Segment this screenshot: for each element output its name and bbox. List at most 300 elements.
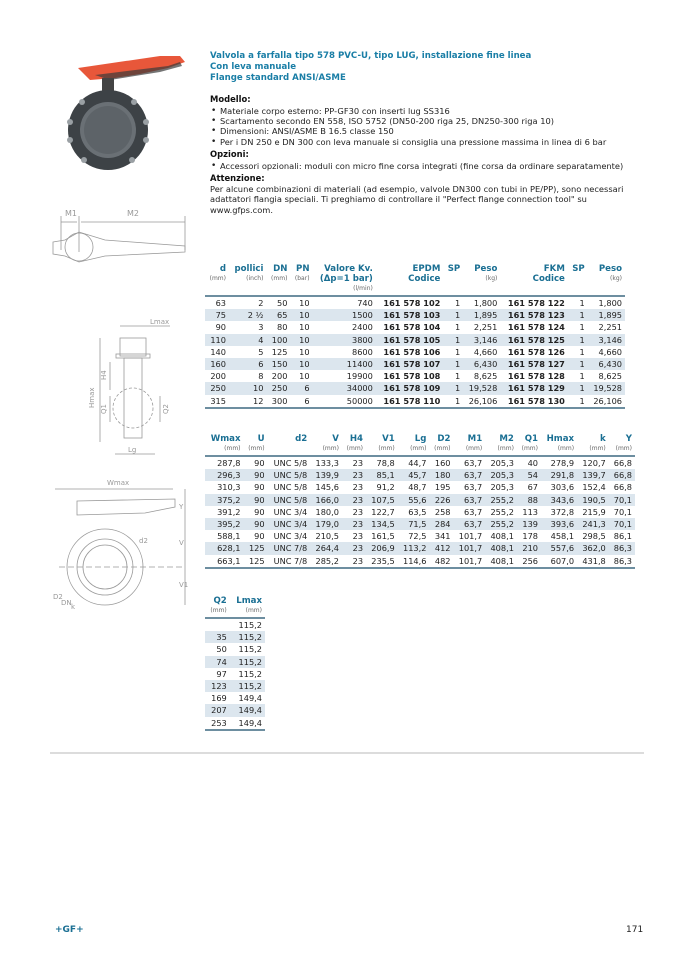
table-cell: 1,895 <box>463 309 500 321</box>
table-cell: 63,7 <box>463 458 483 468</box>
side-view-drawing <box>60 318 185 463</box>
table-cell: 133,3 <box>315 458 339 468</box>
table-cell: 114,6 <box>398 555 430 568</box>
table-cell: 1500 <box>313 309 376 321</box>
table-cell: 3800 <box>313 334 376 346</box>
table-row <box>205 395 625 408</box>
table-cell: 395,2 <box>205 518 244 530</box>
table-cell: 408,1 <box>485 542 517 554</box>
table-cell: 2 <box>258 298 264 308</box>
table-cell: 123 <box>205 680 230 692</box>
table-cell: 48,7 <box>408 482 427 493</box>
table-cell: 588,1 <box>217 531 241 542</box>
table-cell: 372,8 <box>550 506 575 517</box>
table-cell: 291,8 <box>541 469 577 481</box>
table-cell: 26,106 <box>588 395 625 408</box>
table-cell: 10 <box>229 382 266 394</box>
table-cell: 408,1 <box>485 555 517 568</box>
col-d: d (mm) <box>205 264 229 296</box>
table-cell: 1 <box>568 309 588 321</box>
table-cell: 78,8 <box>376 458 395 468</box>
table-cell: 152,4 <box>582 482 606 493</box>
modello-item: • Scartamento secondo EN 558, ISO 5752 (DN50-200 riga 25, DN250-300 riga 10) <box>210 116 650 126</box>
table-cell: 3,146 <box>588 334 625 346</box>
svg-text:Wmax: Wmax <box>107 479 130 487</box>
table-cell: 10 <box>290 309 312 321</box>
table-cell: 278,9 <box>550 458 575 468</box>
table-cell: 23 <box>352 531 364 542</box>
table-cell: 113 <box>522 506 538 517</box>
table-cell: 482 <box>429 555 453 568</box>
table-cell: 178 <box>522 531 538 542</box>
table-cell: 169 <box>211 693 227 704</box>
table-cell: 6,430 <box>463 358 500 370</box>
table-row <box>205 358 625 370</box>
table-cell: 88 <box>517 494 541 506</box>
table-cell: 8,625 <box>598 371 622 382</box>
table-cell: 71,5 <box>398 518 430 530</box>
table-cell: 431,8 <box>577 555 609 568</box>
table-cell: 74 <box>205 656 230 668</box>
table-cell: 250 <box>205 382 229 394</box>
table-cell: 149,4 <box>230 704 265 716</box>
col-dn: DN (mm) <box>266 264 290 296</box>
col-kv: Valore Kv. (Δp=1 bar) (l/min) <box>313 264 376 296</box>
table-cell: 343,6 <box>541 494 577 506</box>
table-row <box>205 494 635 506</box>
valve-product-photo <box>40 48 190 173</box>
table-cell: 54 <box>517 469 541 481</box>
modello-item: • Per i DN 250 e DN 300 con leva manuale si consiglia una pressione massima in linea di 6 bar <box>210 137 650 147</box>
column-header: M1 (mm) <box>454 434 486 456</box>
table-cell: 150 <box>266 358 290 370</box>
table-cell: 161 578 129 <box>500 382 568 394</box>
table-cell: 1 <box>443 358 463 370</box>
table-cell: 161 578 124 <box>507 322 565 333</box>
table-cell: 2 ½ <box>229 309 266 321</box>
table-cell: 1 <box>579 346 585 357</box>
column-header: Q1 (mm) <box>517 434 541 456</box>
table-cell: 161 578 130 <box>500 395 568 408</box>
modello-item: • Materiale corpo esterno: PP-GF30 con inserti lug SS316 <box>210 106 650 116</box>
table-cell: 161 578 128 <box>507 371 565 382</box>
table-cell: 139,9 <box>310 469 342 481</box>
table-cell: 2,251 <box>473 322 498 333</box>
table-cell: 8,625 <box>473 371 498 382</box>
table-cell: 1 <box>568 395 588 408</box>
table-cell: 63,7 <box>463 482 483 493</box>
table-row <box>205 542 635 554</box>
table-cell: 375,2 <box>205 494 244 506</box>
svg-text:D2: D2 <box>53 593 63 601</box>
table-cell: 23 <box>342 494 366 506</box>
table-cell: 10 <box>299 298 310 308</box>
col-epdm-code: EPDM Codice <box>376 264 444 296</box>
table-cell: 12 <box>229 395 266 408</box>
attenzione-text: Per alcune combinazioni di materiali (ad esempio, valvole DN300 con tubi in PE/PP), sono necessari adattatori flangia speciali. Ti preghiamo di controllare il "Perfect flange connection tool" su www.gfps.com. <box>210 184 624 215</box>
svg-text:M1: M1 <box>65 209 77 218</box>
table-cell: 607,0 <box>541 555 577 568</box>
table-cell: 341 <box>434 531 451 542</box>
table-cell: 120,7 <box>582 458 606 468</box>
table-row <box>205 334 625 346</box>
table-cell: 101,7 <box>458 531 483 542</box>
svg-text:M2: M2 <box>127 209 139 218</box>
table-cell: 134,5 <box>366 518 398 530</box>
table-cell: 1 <box>454 346 461 357</box>
table-cell: 23 <box>342 542 366 554</box>
table-cell: 97 <box>216 668 227 679</box>
table-cell <box>205 618 230 631</box>
table-cell: 4,660 <box>473 346 498 357</box>
table-cell: 161 578 122 <box>507 298 565 308</box>
table-cell: 10 <box>299 346 310 357</box>
top-view-drawing <box>45 200 190 270</box>
table-cell: UNC 5/8 <box>268 469 311 481</box>
table-cell: 166,0 <box>310 494 342 506</box>
table-cell: 161 578 125 <box>500 334 568 346</box>
column-header: Hmax (mm) <box>541 434 577 456</box>
product-standard: Flange standard ANSI/ASME <box>210 73 346 83</box>
svg-text:V1: V1 <box>179 581 189 589</box>
table-cell: 90 <box>254 506 265 517</box>
table-cell: 113,2 <box>398 542 430 554</box>
table-cell: 1 <box>579 322 585 333</box>
modello-item: • Dimensioni: ANSI/ASME B 16.5 classe 150 <box>210 126 650 136</box>
table-cell: 139 <box>517 518 541 530</box>
col-pn: PN (bar) <box>290 264 312 296</box>
svg-text:k: k <box>71 603 76 610</box>
table-cell: 86,3 <box>609 542 635 554</box>
table-row <box>205 643 265 655</box>
table-cell: 101,7 <box>454 555 486 568</box>
table-cell: 210 <box>517 542 541 554</box>
table-cell: 23 <box>352 506 364 517</box>
table-cell: 8600 <box>352 346 373 357</box>
table-cell: 66,8 <box>609 469 635 481</box>
table-row <box>205 518 635 530</box>
table-cell: 140 <box>210 346 226 357</box>
table-cell: 255,2 <box>485 518 517 530</box>
svg-text:V: V <box>179 539 184 547</box>
table-cell: 107,5 <box>366 494 398 506</box>
table-cell: 315 <box>205 395 229 408</box>
table-cell: 35 <box>205 631 230 643</box>
table-cell: 160 <box>205 358 229 370</box>
table-cell: 1 <box>454 371 461 382</box>
codes-table <box>205 264 625 409</box>
table-cell: UNC 3/4 <box>273 531 308 542</box>
table-cell: 26,106 <box>463 395 500 408</box>
table-cell: 161 578 102 <box>383 298 441 308</box>
table-cell: UNC 3/4 <box>273 506 308 517</box>
table-cell: 161 578 109 <box>376 382 444 394</box>
table-cell: 90 <box>215 322 226 333</box>
table-cell: 72,5 <box>408 531 427 542</box>
svg-text:H4: H4 <box>100 370 108 380</box>
column-header: H4 (mm) <box>342 434 366 456</box>
table-cell: 122,7 <box>371 506 395 517</box>
table-cell: 210,5 <box>315 531 339 542</box>
table-cell: 161 578 123 <box>500 309 568 321</box>
table-cell: 190,5 <box>577 494 609 506</box>
table-cell: 66,8 <box>613 482 632 493</box>
table-cell: 23 <box>352 482 364 493</box>
table-cell: 258 <box>434 506 451 517</box>
table-cell: 23 <box>342 469 366 481</box>
table-cell: 161 578 104 <box>383 322 441 333</box>
table-row <box>205 506 635 518</box>
q2-lmax-table <box>205 596 265 731</box>
table-cell: 23 <box>342 555 366 568</box>
col-pollici: pollici (inch) <box>229 264 266 296</box>
table-cell: 5 <box>258 346 264 357</box>
column-header: Y (mm) <box>609 434 635 456</box>
table-cell: 1 <box>443 334 463 346</box>
column-header: Lmax (mm) <box>230 596 265 618</box>
table-cell: 65 <box>266 309 290 321</box>
table-cell: 115,2 <box>238 620 262 630</box>
table-cell: 55,6 <box>398 494 430 506</box>
table-cell: UNC 5/8 <box>273 482 308 493</box>
col-sp2: SP <box>568 264 588 296</box>
table-cell: 6 <box>290 395 312 408</box>
table-cell: 86,3 <box>609 555 635 568</box>
table-cell: 139,7 <box>577 469 609 481</box>
table-cell: 458,1 <box>550 531 575 542</box>
table-cell: 6 <box>229 358 266 370</box>
table-cell: 10 <box>299 371 310 382</box>
table-cell: 75 <box>205 309 229 321</box>
modello-heading: Modello: <box>210 94 251 104</box>
table-cell: 161 578 107 <box>376 358 444 370</box>
table-cell: 125 <box>244 555 268 568</box>
table-cell: 160 <box>434 458 451 468</box>
dimensions-table <box>205 434 635 569</box>
svg-text:Lmax: Lmax <box>150 318 170 326</box>
table-cell: 125 <box>244 542 268 554</box>
table-cell: 412 <box>429 542 453 554</box>
table-cell: 207 <box>205 704 230 716</box>
table-cell: 256 <box>517 555 541 568</box>
table-cell: 125 <box>271 346 288 357</box>
table-row <box>205 346 625 358</box>
table-cell: 63,7 <box>454 494 486 506</box>
table-cell: 10 <box>290 334 312 346</box>
table-cell: UNC 5/8 <box>268 494 311 506</box>
table-cell: 3 <box>258 322 264 333</box>
table-cell: 63 <box>215 298 226 308</box>
opzioni-heading: Opzioni: <box>210 148 249 159</box>
table-cell: 1 <box>443 382 463 394</box>
table-cell: 85,1 <box>366 469 398 481</box>
svg-text:Hmax: Hmax <box>88 387 96 408</box>
table-cell: 19,528 <box>463 382 500 394</box>
table-cell: 10 <box>299 322 310 333</box>
table-cell: 284 <box>429 518 453 530</box>
table-cell: 63,7 <box>454 518 486 530</box>
table-cell: 310,3 <box>217 482 241 493</box>
table-cell: 180,0 <box>315 506 339 517</box>
table-cell: 300 <box>266 395 290 408</box>
table-cell: 179,0 <box>310 518 342 530</box>
table-cell: UNC 5/8 <box>273 458 308 468</box>
table-cell: 101,7 <box>454 542 486 554</box>
table-cell: 66,8 <box>613 458 632 468</box>
table-row <box>205 704 265 716</box>
table-cell: 205,3 <box>490 482 514 493</box>
column-header: V1 (mm) <box>366 434 398 456</box>
table-cell: 8 <box>258 371 264 382</box>
table-row <box>205 668 265 680</box>
table-cell: 110 <box>205 334 229 346</box>
svg-text:Y: Y <box>179 503 184 511</box>
table-cell: 1 <box>568 358 588 370</box>
table-cell: 10 <box>290 358 312 370</box>
table-cell: 23 <box>352 458 364 468</box>
table-cell: 70,1 <box>609 518 635 530</box>
table-cell: 115,2 <box>230 656 265 668</box>
table-row <box>205 717 265 730</box>
table-cell: 161 578 105 <box>376 334 444 346</box>
table-row <box>205 530 635 542</box>
table-cell: 161 578 126 <box>507 346 565 357</box>
table-cell: 1,895 <box>588 309 625 321</box>
table-cell: 2,251 <box>598 322 622 333</box>
table-cell: 90 <box>244 518 268 530</box>
table-cell: 6 <box>290 382 312 394</box>
svg-text:Lg: Lg <box>128 446 137 454</box>
table-cell: 393,6 <box>541 518 577 530</box>
table-row <box>205 309 625 321</box>
modello-list <box>210 106 650 147</box>
table-cell: 115,2 <box>230 680 265 692</box>
table-cell: 161 578 127 <box>500 358 568 370</box>
table-cell: UNC 7/8 <box>268 542 311 554</box>
table-cell: 1 <box>568 382 588 394</box>
table-cell: 2400 <box>352 322 373 333</box>
table-cell: 4 <box>229 334 266 346</box>
column-header: V (mm) <box>310 434 342 456</box>
table-cell: 200 <box>210 371 226 382</box>
table-cell: 241,3 <box>577 518 609 530</box>
table-cell: 1,800 <box>473 298 498 308</box>
column-header: M2 (mm) <box>485 434 517 456</box>
table-cell: 40 <box>527 458 538 468</box>
table-row <box>205 382 625 394</box>
table-cell: 149,4 <box>238 693 262 704</box>
table-cell: 90 <box>244 469 268 481</box>
description-block <box>210 51 650 215</box>
svg-text:Q2: Q2 <box>162 404 170 414</box>
table-cell: 303,6 <box>550 482 575 493</box>
table-cell: 226 <box>429 494 453 506</box>
table-cell: 19,528 <box>588 382 625 394</box>
table-cell: 70,1 <box>609 494 635 506</box>
table-cell: 200 <box>271 371 288 382</box>
table-cell: 255,2 <box>490 506 514 517</box>
table-cell: 1 <box>443 395 463 408</box>
footer-divider <box>50 752 644 754</box>
table-cell: 90 <box>254 458 265 468</box>
table-row <box>205 656 265 668</box>
column-header: d2 <box>268 434 311 456</box>
table-cell: 145,6 <box>315 482 339 493</box>
table-cell: 19900 <box>346 371 373 382</box>
table-cell: 115,2 <box>238 668 262 679</box>
table-row <box>205 631 265 643</box>
table-cell: 6,430 <box>588 358 625 370</box>
table-cell: 205,3 <box>490 458 514 468</box>
table-cell: 50 <box>216 644 227 655</box>
table-row <box>205 481 635 493</box>
table-cell: 235,5 <box>366 555 398 568</box>
table-row <box>205 296 625 309</box>
table-cell: 70,1 <box>613 506 632 517</box>
table-cell: 1,800 <box>598 298 622 308</box>
table-cell: 161 578 103 <box>376 309 444 321</box>
table-cell: 45,7 <box>398 469 430 481</box>
table-cell: 90 <box>244 494 268 506</box>
table-cell: 1 <box>454 298 461 308</box>
table-cell: 23 <box>342 518 366 530</box>
table-cell: 115,2 <box>238 644 262 655</box>
table-cell: 161,5 <box>371 531 395 542</box>
column-header: k (mm) <box>577 434 609 456</box>
gf-logo: +GF+ <box>55 925 84 935</box>
table-cell: 67 <box>527 482 538 493</box>
table-cell: 1 <box>568 334 588 346</box>
table-cell: 215,9 <box>582 506 606 517</box>
table-cell: 253 <box>205 717 230 730</box>
table-cell: UNC 3/4 <box>268 518 311 530</box>
col-peso2: Peso (kg) <box>588 264 625 296</box>
table-row <box>205 456 635 469</box>
table-cell: 206,9 <box>366 542 398 554</box>
svg-text:d2: d2 <box>139 537 148 545</box>
table-cell: 264,4 <box>310 542 342 554</box>
column-header: Lg (mm) <box>398 434 430 456</box>
table-cell: 63,7 <box>463 506 483 517</box>
svg-text:DN: DN <box>61 599 72 607</box>
table-cell: 90 <box>254 482 265 493</box>
table-cell: 298,5 <box>582 531 606 542</box>
table-cell: 740 <box>357 298 373 308</box>
table-cell: 44,7 <box>408 458 427 468</box>
front-view-drawing <box>45 475 195 610</box>
table-row <box>205 370 625 382</box>
table-row <box>205 680 265 692</box>
table-cell: 149,4 <box>230 717 265 730</box>
table-cell: 285,2 <box>310 555 342 568</box>
col-peso: Peso (kg) <box>463 264 500 296</box>
product-subtitle: Con leva manuale <box>210 62 297 72</box>
opzioni-list <box>210 161 650 171</box>
table-cell: 100 <box>266 334 290 346</box>
table-cell: 287,8 <box>217 458 241 468</box>
table-cell: 11400 <box>313 358 376 370</box>
table-cell: 557,6 <box>541 542 577 554</box>
table-cell: 63,5 <box>408 506 427 517</box>
opzioni-item: • Accessori opzionali: moduli con micro fine corsa integrati (fine corsa da ordinare separatamente) <box>210 161 650 171</box>
table-cell: 161 578 108 <box>383 371 441 382</box>
table-cell: 1 <box>454 322 461 333</box>
col-fkm-code: FKM Codice <box>500 264 568 296</box>
table-cell: 4,660 <box>598 346 622 357</box>
column-header: D2 (mm) <box>429 434 453 456</box>
table-cell: 34000 <box>313 382 376 394</box>
table-cell: 362,0 <box>577 542 609 554</box>
